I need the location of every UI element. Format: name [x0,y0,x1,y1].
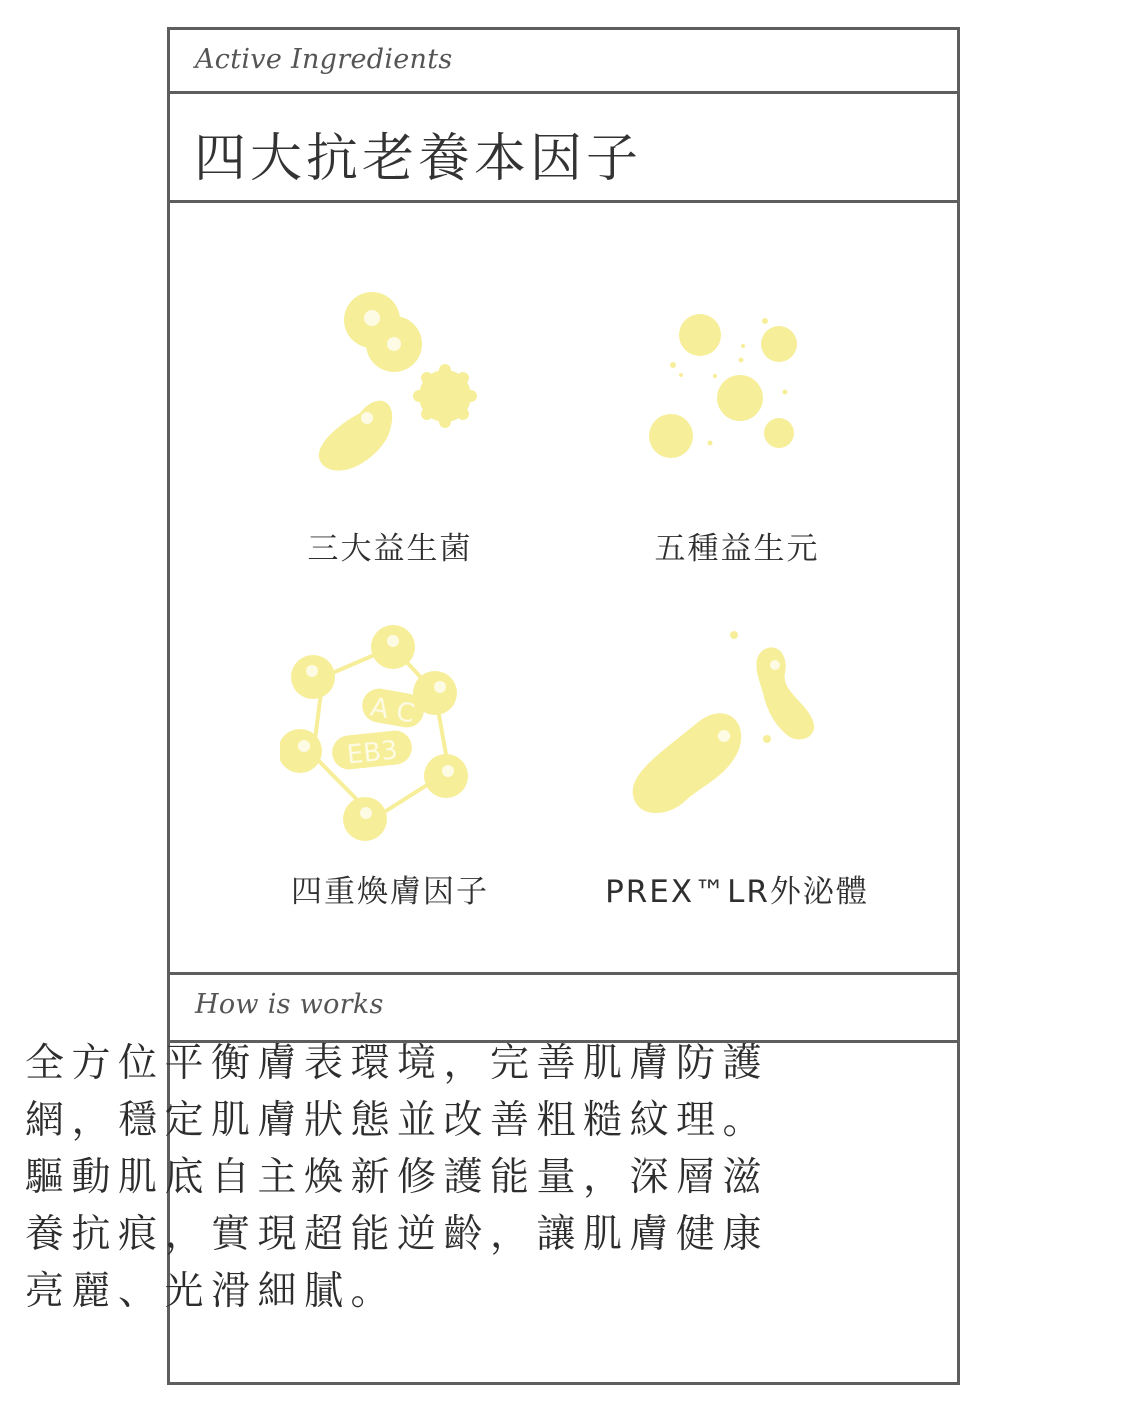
how-section-label: How is works [195,989,384,1020]
description-text: 全方位平衡膚表環境，完善肌膚防護網，穩定肌膚狀態並改善粗糙紋理。驅動肌底自主煥新修護能量，深層滋養抗痕，實現超能逆齡，讓肌膚健康亮麗、光滑細膩。 [25,1041,770,1314]
how-label-row [170,975,957,1043]
ingredient-item [557,288,917,618]
badge-text-1: A C [368,692,417,730]
page-title: 四大抗老養本因子 [194,129,643,189]
ingredient-name: PREX™LR外泌體 [605,874,869,910]
exosome-icon [627,623,847,853]
ingredient-item [557,623,917,953]
ingredient-name: 五種益生元 [654,531,820,567]
ingredient-name: 四重煥膚因子 [291,874,489,910]
ingredient-item [210,288,570,618]
probiotics-icon [290,288,490,488]
badge-text-2: EB3 [345,735,400,771]
section-label: Active Ingredients [195,44,453,75]
section-label-row [170,30,957,94]
title-row [170,94,957,203]
renewal-factors-icon [280,623,500,853]
prebiotics-icon [637,288,837,488]
ingredient-name: 三大益生菌 [307,531,473,567]
ingredients-grid [170,203,957,975]
ingredient-item [210,623,570,953]
